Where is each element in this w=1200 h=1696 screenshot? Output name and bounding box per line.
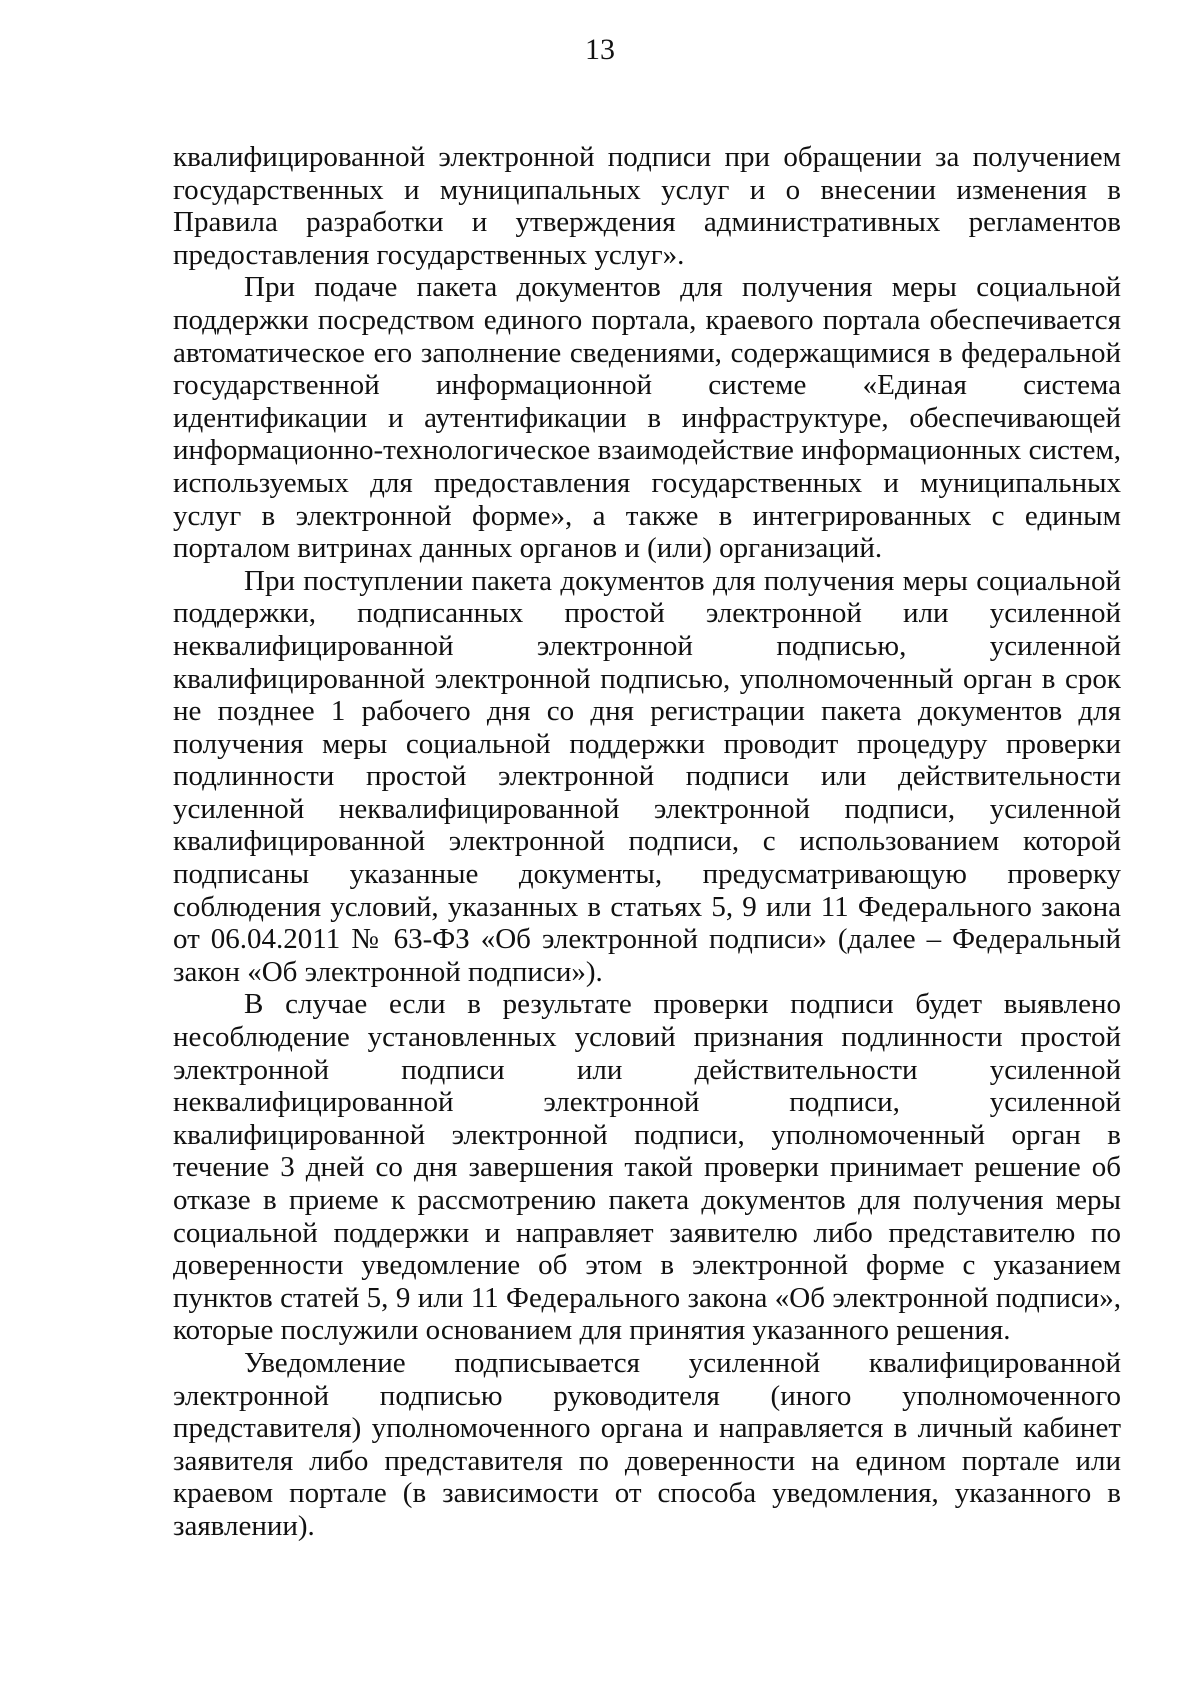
paragraph-continuation: квалифицированной электронной подписи при обращении за получением государственных и муниципальных услуг и о внесении изменения в Правила разработки и утверждения административных регламентов предоставления государственных услуг». (173, 141, 1121, 271)
paragraph-signature-verification: При поступлении пакета документов для получения меры социальной поддержки, подписанных простой электронной или усиленной неквалифицированной электронной подписью, усиленной квалифицированной электронной подписью, уполномоченный орган в срок не позднее 1 рабочего дня со дня регистрации пакета документов для получения меры социальной поддержки проводит процедуру проверки подлинности простой электронной подписи или действительности усиленной неквалифицированной электронной подписи, усиленной квалифицированной электронной подписи, с использованием которой подписаны указанные документы, предусматривающую проверку соблюдения условий, указанных в статьях 5, 9 или 11 Федерального закона от 06.04.2011 № 63-ФЗ «Об электронной подписи» (далее – Федеральный закон «Об электронной подписи»). (173, 564, 1121, 988)
document-body (173, 141, 1121, 1543)
paragraph-verification-failure: В случае если в результате проверки подписи будет выявлено несоблюдение установленных условий признания подлинности простой электронной подписи или действительности усиленной неквалифицированной электронной подписи, усиленной квалифицированной электронной подписи, уполномоченный орган в течение 3 дней со дня завершения такой проверки принимает решение об отказе в приеме к рассмотрению пакета документов для получения меры социальной поддержки и направляет заявителю либо представителю по доверенности уведомление об этом в электронной форме с указанием пунктов статей 5, 9 или 11 Федерального закона «Об электронной подписи», которые послужили основанием для принятия указанного решения. (173, 988, 1121, 1347)
paragraph-notification: Уведомление подписывается усиленной квалифицированной электронной подписью руководителя (иного уполномоченного представителя) уполномоченного органа и направляется в личный кабинет заявителя либо представителя по доверенности на едином портале или краевом портале (в зависимости от способа уведомления, указанного в заявлении). (173, 1346, 1121, 1542)
paragraph-portal-autofill: При подаче пакета документов для получения меры социальной поддержки посредством единого портала, краевого портала обеспечивается автоматическое его заполнение сведениями, содержащимися в федеральной государственной информационной системе «Единая система идентификации и аутентификации в инфраструктуре, обеспечивающей информационно-технологическое взаимодействие информационных систем, используемых для предоставления государственных и муниципальных услуг в электронной форме», а также в интегрированных с единым порталом витринах данных органов и (или) организаций. (173, 271, 1121, 565)
page-number: 13 (585, 33, 615, 66)
